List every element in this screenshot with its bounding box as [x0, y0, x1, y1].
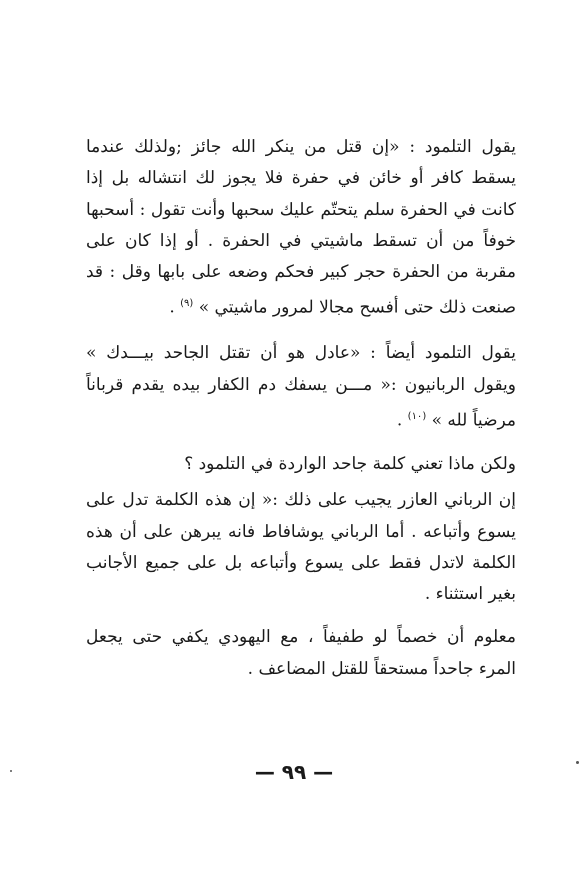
paragraph-3-text: ولكن ماذا تعني كلمة جاحد الواردة في التلمود ؟ [184, 453, 516, 474]
paragraph-1-tail: . [169, 298, 181, 319]
page-body [86, 132, 516, 685]
paragraph-3 [86, 449, 516, 480]
paragraph-5-text: معلوم أن خصماً لو طفيفاً ، مع اليهودي يكفي حتى يجعل المرء جاحداً مستحقاً للقتل المضاعف . [86, 627, 516, 679]
paragraph-2-tail: . [396, 410, 408, 431]
footnote-ref-9[interactable]: (٩) [180, 298, 194, 310]
paragraph-2 [86, 338, 516, 437]
scan-speck [10, 770, 12, 772]
paragraph-1-text: يقول التلمود : «إن قتل من ينكر الله جائز ;ولذلك عندما يسقط كافر أو خائن في حفرة فلا يجوز لك انتشاله بل إذا كانت في الحفرة سلم يتحتّم عليك سحبها وأنت تقول : أسحبها خوفاً من أن تسقط ماشيتي في الحفرة . أو إذا كان على مقربة من الحفرة حجر كبير فحكم وضعه على بابها وقل : قد صنعت ذلك حتى أفسح مجالا لمرور ماشيتي » [86, 137, 516, 319]
paragraph-4 [86, 485, 516, 610]
paragraph-4-text: إن الرباني العازر يجيب على ذلك :« إن هذه الكلمة تدل على يسوع وأتباعه . أما الرباني يوشافاط فانه يبرهن على أن هذه الكلمة لاتدل فقط على يسوع وأتباعه بل على جميع الأجانب بغير استثناء . [86, 490, 516, 605]
footnote-ref-10[interactable]: (١٠) [407, 411, 427, 423]
paragraph-2-text: يقول التلمود أيضاً : «عادل هو أن تقتل الجاحد بيـــدك » ويقول الربانيون :« مـــن يسفك دم الكفار بيده يقدم قرباناً مرضياً لله » [86, 343, 516, 431]
paragraph-1 [86, 132, 516, 324]
scan-speck [576, 761, 579, 764]
paragraph-5 [86, 622, 516, 685]
page-number: — ٩٩ — [254, 760, 334, 784]
